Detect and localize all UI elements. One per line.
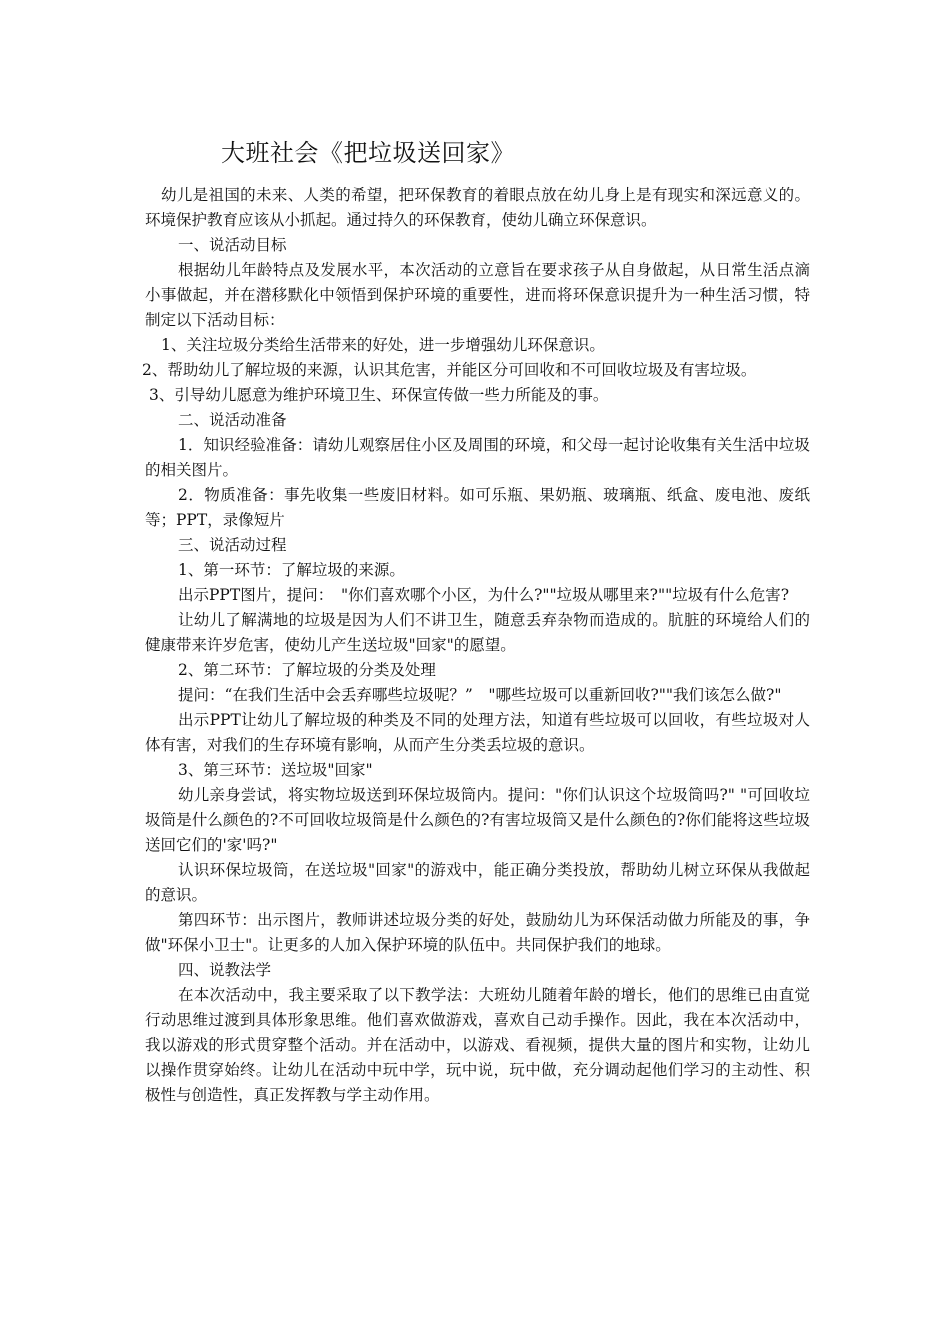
preparation-knowledge: 1．知识经验准备：请幼儿观察居住小区及周围的环境，和父母一起讨论收集有关生活中垃圾的相关图片。 xyxy=(145,436,810,479)
process-step-2-question: 提问：“在我们生活中会丢弃哪些垃圾呢？” "哪些垃圾可以重新回收?""我们该怎么做?" xyxy=(178,686,782,704)
process-step-2-heading: 2、第二环节：了解垃圾的分类及处理 xyxy=(178,661,436,679)
goals-paragraph: 根据幼儿年龄特点及发展水平，本次活动的立意旨在要求孩子从自身做起，从日常生活点滴小事做起，并在潜移默化中领悟到保护环境的重要性，进而将环保意识提升为一种生活习惯，特制定以下活动目标： xyxy=(145,261,810,329)
document-title: 大班社会《把垃圾送回家》 xyxy=(221,139,515,167)
intro-paragraph: 幼儿是祖国的未来、人类的希望，把环保教育的着眼点放在幼儿身上是有现实和深远意义的。环境保护教育应该从小抓起。通过持久的环保教育，使幼儿确立环保意识。 xyxy=(145,186,810,229)
preparation-materials: 2．物质准备：事先收集一些废旧材料。如可乐瓶、果奶瓶、玻璃瓶、纸盒、废电池、废纸等；PPT，录像短片 xyxy=(145,486,810,529)
process-step-3-text: 认识环保垃圾筒，在送垃圾"回家"的游戏中，能正确分类投放，帮助幼儿树立环保从我做起的意识。 xyxy=(145,861,810,904)
process-step-4-text: 第四环节：出示图片，教师讲述垃圾分类的好处，鼓励幼儿为环保活动做力所能及的事，争做"环保小卫士"。让更多的人加入保护环境的队伍中。共同保护我们的地球。 xyxy=(145,911,810,954)
goal-item-3: 3、引导幼儿愿意为维护环境卫生、环保宣传做一些力所能及的事。 xyxy=(149,386,609,404)
section-heading-preparation: 二、说活动准备 xyxy=(178,411,287,429)
process-step-1-question: 出示PPT图片，提问： "你们喜欢哪个小区，为什么?""垃圾从哪里来?""垃圾有什么危害? xyxy=(178,586,790,604)
process-step-3-question: 幼儿亲身尝试，将实物垃圾送到环保垃圾筒内。提问："你们认识这个垃圾筒吗?" "可回收垃圾筒是什么颜色的?不可回收垃圾筒是什么颜色的?有害垃圾筒又是什么颜色的?你们能将这些垃圾送回它们的'家'吗?" xyxy=(145,786,810,854)
goal-item-2: 2、帮助幼儿了解垃圾的来源，认识其危害，并能区分可回收和不可回收垃圾及有害垃圾。 xyxy=(142,361,757,379)
process-step-3-heading: 3、第三环节：送垃圾"回家" xyxy=(178,761,373,779)
section-heading-methods: 四、说教法学 xyxy=(178,961,272,979)
section-heading-goals: 一、说活动目标 xyxy=(178,236,287,254)
process-step-1-text: 让幼儿了解满地的垃圾是因为人们不讲卫生，随意丢弃杂物而造成的。肮脏的环境给人们的健康带来许岁危害，使幼儿产生送垃圾"回家"的愿望。 xyxy=(145,611,810,654)
process-step-2-text: 出示PPT让幼儿了解垃圾的种类及不同的处理方法，知道有些垃圾可以回收，有些垃圾对人体有害，对我们的生存环境有影响，从而产生分类丢垃圾的意识。 xyxy=(145,711,810,754)
section-heading-process: 三、说活动过程 xyxy=(178,536,287,554)
process-step-1-heading: 1、第一环节：了解垃圾的来源。 xyxy=(178,561,405,579)
methods-paragraph: 在本次活动中，我主要采取了以下教学法：大班幼儿随着年龄的增长，他们的思维已由直觉行动思维过渡到具体形象思维。他们喜欢做游戏，喜欢自己动手操作。因此，我在本次活动中，我以游戏的形式贯穿整个活动。并在活动中，以游戏、看视频，提供大量的图片和实物，让幼儿以操作贯穿始终。让幼儿在活动中玩中学，玩中说，玩中做，充分调动起他们学习的主动性、积极性与创造性，真正发挥教与学主动作用。 xyxy=(145,986,810,1104)
goal-item-1: 1、关注垃圾分类给生活带来的好处，进一步增强幼儿环保意识。 xyxy=(161,336,605,354)
document-page xyxy=(142,133,810,1108)
